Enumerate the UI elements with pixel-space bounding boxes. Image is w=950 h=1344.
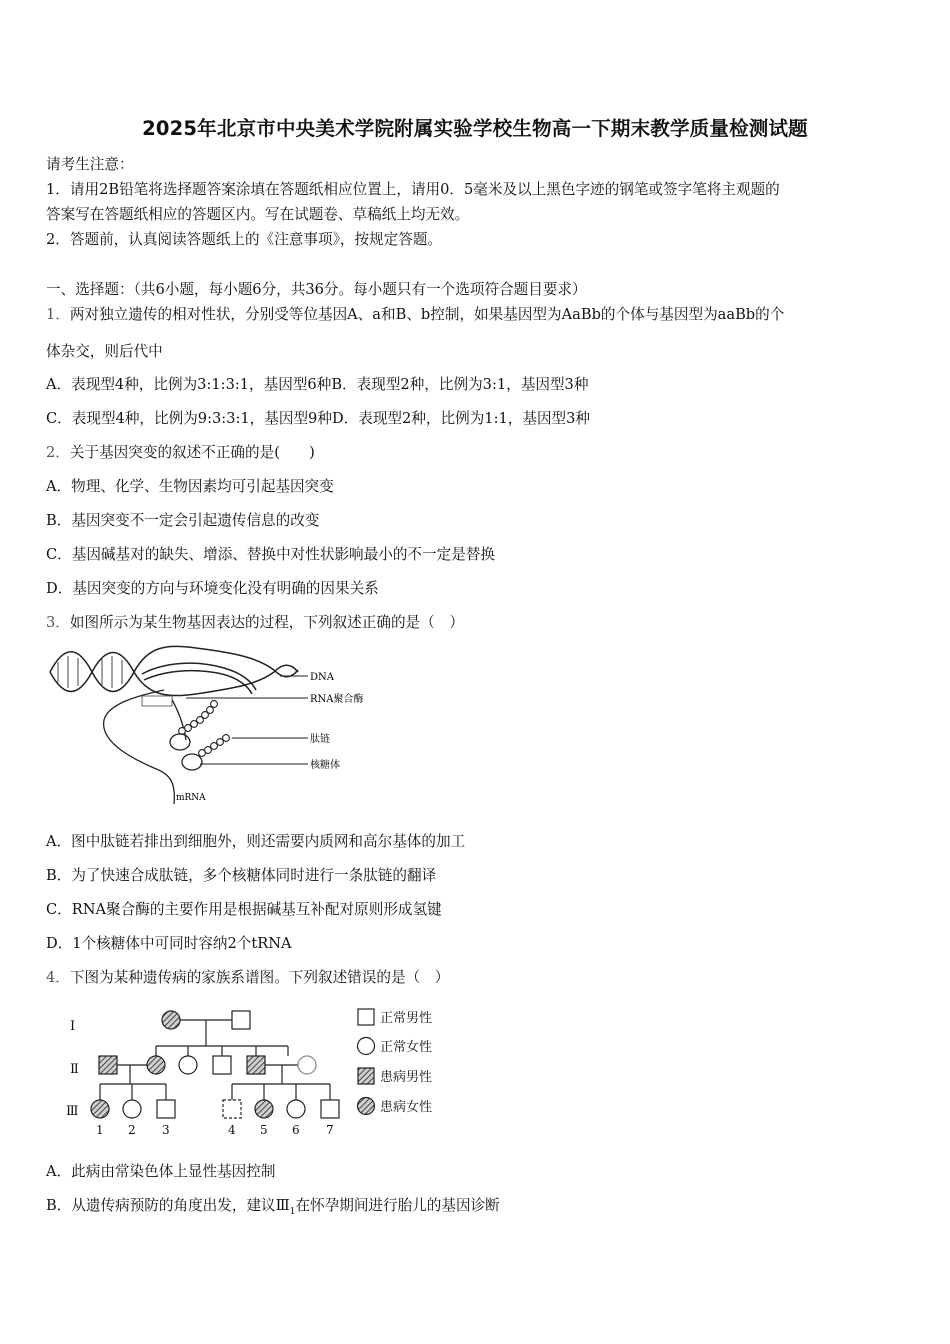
- section-heading: 一、选择题：（共6小题，每小题6分，共36分。每小题只有一个选项符合题目要求）: [46, 281, 587, 298]
- individual-number-1: 1: [96, 1123, 104, 1137]
- q2-option-d[interactable]: D．基因突变的方向与环境变化没有明确的因果关系: [46, 580, 379, 597]
- q3-option-d[interactable]: D．1个核糖体中可同时容纳2个tRNA: [46, 935, 292, 952]
- pedigree-legend: [358, 1009, 375, 1115]
- notice-heading: 请考生注意：: [46, 156, 134, 173]
- mrna-strand: [104, 690, 186, 804]
- i-1-affected-female: [162, 1011, 180, 1029]
- q4-option-a[interactable]: A．此病由常染色体上显性基因控制: [46, 1163, 276, 1180]
- ii-2-affected-female: [147, 1056, 165, 1074]
- label-rna-polymerase: RNA聚合酶: [310, 694, 364, 705]
- question-4: [46, 966, 449, 987]
- q4-option-b-subscript: 1: [289, 1206, 296, 1217]
- notice-item-1a: 1．请用2B铅笔将选择题答案涂填在答题纸相应位置上，请用0．5毫米及以上黑色字迹的钢笔或签字笔将主观题的: [46, 181, 780, 198]
- q2-option-b[interactable]: B．基因突变不一定会引起遗传信息的改变: [46, 512, 320, 529]
- legend-normal-male-symbol: [358, 1009, 374, 1025]
- legend-normal-female-symbol: [358, 1038, 375, 1055]
- rna-polymerase-shape: [142, 696, 172, 706]
- label-dna: DNA: [310, 672, 334, 683]
- ii-3-normal-female: [179, 1056, 197, 1074]
- legend-affected-male: 患病男性: [380, 1070, 433, 1085]
- iii-2-normal-female: [123, 1100, 141, 1118]
- q1-option-a[interactable]: A．表现型4种，比例为3:1:3:1，基因型6种: [46, 376, 332, 393]
- pedigree-figure: [60, 1000, 460, 1142]
- q3-option-a[interactable]: A．图中肽链若排出到细胞外，则还需要内质网和高尔基体的加工: [46, 833, 466, 850]
- label-mrna: mRNA: [176, 793, 206, 803]
- individual-number-6: 6: [292, 1123, 300, 1137]
- question-1-text-a: 两对独立遗传的相对性状，分别受等位基因A、a和B、b控制，如果基因型为AaBb的个体与基因型为aaBb的个: [69, 306, 785, 323]
- question-1-number: 1．: [46, 306, 70, 323]
- iii-4-normal-male: [223, 1100, 241, 1118]
- question-1-options-ab: [46, 373, 588, 394]
- q4-option-b-text-end: 在怀孕期间进行胎儿的基因诊断: [295, 1197, 500, 1214]
- iii-1-affected-female: [91, 1100, 109, 1118]
- generation-iii-label: Ⅲ: [66, 1104, 79, 1119]
- ii-5-affected-male: [247, 1056, 265, 1074]
- question-1-options-cd: [46, 407, 590, 428]
- page-title: 2025年北京市中央美术学院附属实验学校生物高一下期末教学质量检测试题: [142, 117, 808, 140]
- label-peptide: 肽链: [310, 734, 330, 745]
- question-1: [46, 303, 784, 324]
- iii-3-normal-male: [157, 1100, 175, 1118]
- q1-option-d[interactable]: D．表现型2种，比例为1:1，基因型3种: [331, 410, 591, 427]
- q1-option-c[interactable]: C．表现型4种，比例为9:3:3:1，基因型9种: [46, 410, 332, 427]
- dna-double-helix: [50, 646, 298, 695]
- question-3-number: 3．: [46, 614, 70, 631]
- gene-expression-figure: [46, 640, 364, 805]
- generation-ii-label: Ⅱ: [70, 1062, 79, 1077]
- individual-number-2: 2: [128, 1123, 136, 1137]
- i-2-normal-male: [232, 1011, 250, 1029]
- individual-number-5: 5: [260, 1123, 268, 1137]
- question-3: [46, 611, 464, 632]
- question-1-text-b: 体杂交，则后代中: [46, 343, 163, 360]
- legend-affected-female-symbol: [358, 1098, 375, 1115]
- notice-item-2: 2．答题前，认真阅读答题纸上的《注意事项》，按规定答题。: [46, 231, 443, 248]
- legend-affected-male-symbol: [358, 1068, 374, 1084]
- ii-6-normal-female: [298, 1056, 316, 1074]
- legend-normal-male: 正常男性: [380, 1011, 433, 1026]
- ii-1-affected-male: [99, 1056, 117, 1074]
- legend-normal-female: 正常女性: [380, 1040, 433, 1055]
- iii-7-normal-male: [321, 1100, 339, 1118]
- q2-option-a[interactable]: A．物理、化学、生物因素均可引起基因突变: [46, 478, 334, 495]
- q2-option-c[interactable]: C．基因碱基对的缺失、增添、替换中对性状影响最小的不一定是替换: [46, 546, 495, 563]
- question-2-number: 2．: [46, 444, 70, 461]
- q4-option-b[interactable]: [46, 1194, 500, 1217]
- individual-number-7: 7: [326, 1123, 334, 1137]
- generation-i-label: Ⅰ: [70, 1019, 76, 1034]
- question-2: [46, 441, 315, 462]
- notice-item-1b: 答案写在答题纸相应的答题区内。写在试题卷、草稿纸上均无效。: [46, 206, 470, 223]
- q4-option-b-text: B．从遗传病预防的角度出发，建议Ⅲ: [46, 1197, 290, 1214]
- individual-number-3: 3: [162, 1123, 170, 1137]
- q3-option-c[interactable]: C．RNA聚合酶的主要作用是根据碱基互补配对原则形成氢键: [46, 901, 442, 918]
- question-4-number: 4．: [46, 969, 70, 986]
- q3-option-b[interactable]: B．为了快速合成肽链，多个核糖体同时进行一条肽链的翻译: [46, 867, 437, 884]
- question-3-text: 如图所示为某生物基因表达的过程，下列叙述正确的是（ ）: [69, 614, 464, 631]
- q1-option-b[interactable]: B．表现型2种，比例为3:1，基因型3种: [331, 376, 589, 393]
- iii-5-affected-female: [255, 1100, 273, 1118]
- legend-affected-female: 患病女性: [380, 1100, 433, 1115]
- ii-4-normal-male: [213, 1056, 231, 1074]
- question-4-text: 下图为某种遗传病的家族系谱图。下列叙述错误的是（ ）: [69, 969, 450, 986]
- iii-6-normal-female: [287, 1100, 305, 1118]
- individual-number-4: 4: [228, 1123, 236, 1137]
- question-2-text: 关于基因突变的叙述不正确的是( ): [69, 444, 315, 461]
- label-ribosome: 核糖体: [310, 760, 340, 771]
